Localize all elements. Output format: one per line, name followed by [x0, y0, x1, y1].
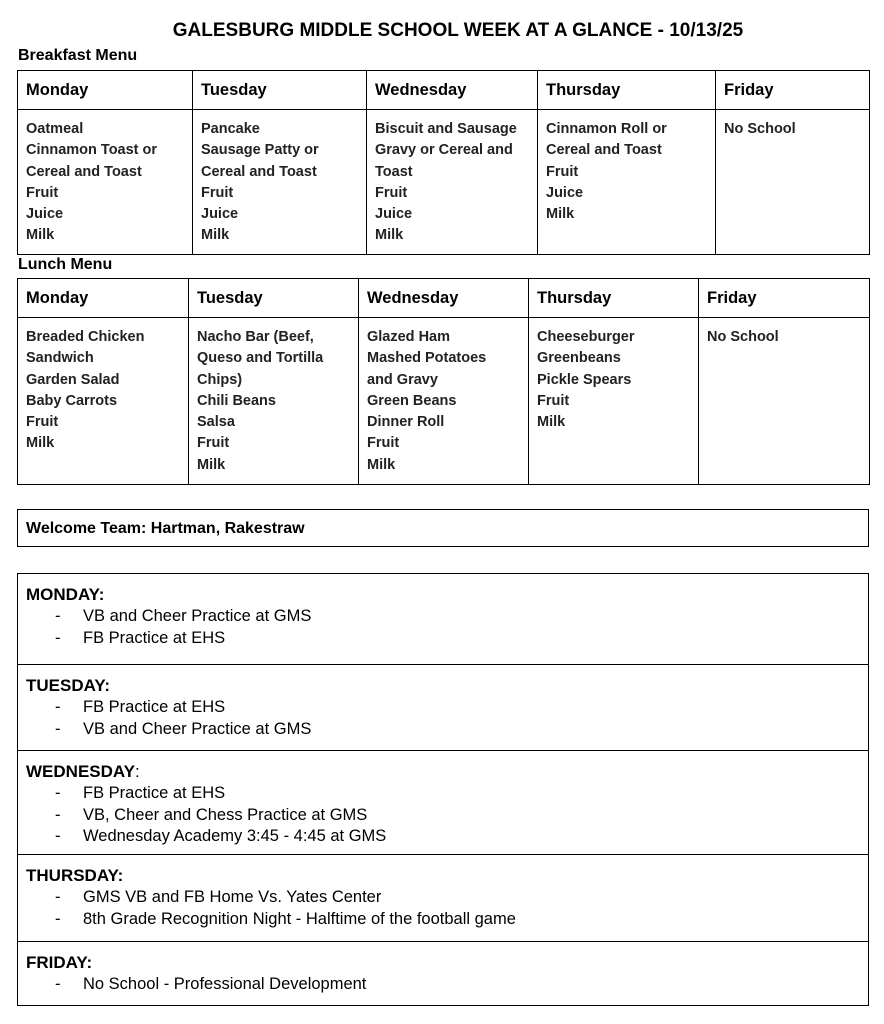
breakfast-day-header: Thursday — [538, 71, 716, 110]
menu-item: Breaded Chicken — [26, 329, 145, 345]
lunch-day-cell — [699, 318, 870, 485]
lunch-day-cell — [359, 318, 529, 485]
bullet-dash: - — [55, 888, 61, 906]
menu-item: Fruit — [201, 184, 234, 201]
bullet-dash: - — [55, 628, 61, 647]
menu-item: Sausage Patty or — [201, 142, 319, 159]
welcome-team: Welcome Team: Hartman, Rakestraw — [17, 509, 869, 547]
lunch-day-header: Thursday — [529, 279, 699, 318]
menu-item: Biscuit and Sausage — [375, 121, 517, 137]
menu-item: Mashed Potatoes — [367, 350, 487, 367]
schedule-event — [26, 719, 860, 741]
bullet-dash: - — [55, 827, 61, 845]
schedule-event-text: GMS VB and FB Home Vs. Yates Center — [83, 888, 382, 906]
breakfast-day-cell — [193, 110, 367, 255]
schedule-event-text: 8th Grade Recognition Night - Halftime of the football game — [83, 909, 516, 928]
menu-item: Milk — [367, 456, 396, 473]
menu-item: Juice — [201, 206, 239, 223]
weekly-schedule — [17, 573, 869, 1006]
schedule-day-name: WEDNESDAY — [26, 762, 135, 781]
menu-item: Juice — [375, 206, 413, 223]
bullet-dash: - — [55, 805, 61, 824]
schedule-day — [18, 574, 868, 664]
menu-item: Gravy or Cereal and — [375, 142, 513, 159]
lunch-header-row — [18, 279, 870, 318]
schedule-event-text: FB Practice at EHS — [83, 784, 226, 802]
menu-item: Cereal and Toast — [201, 163, 317, 180]
schedule-event — [26, 606, 860, 628]
menu-item: Milk — [26, 227, 55, 244]
menu-item: Garden Salad — [26, 371, 120, 388]
schedule-day — [18, 854, 868, 941]
schedule-event-text: Wednesday Academy 3:45 - 4:45 at GMS — [83, 827, 387, 845]
schedule-event — [26, 697, 860, 719]
schedule-day-title — [26, 761, 860, 783]
breakfast-day-cell — [18, 110, 193, 255]
menu-item: Queso and Tortilla — [197, 350, 324, 367]
schedule-event — [26, 628, 860, 650]
page-title: GALESBURG MIDDLE SCHOOL WEEK AT A GLANCE - 10/13/25 — [172, 20, 744, 41]
schedule-event-list — [26, 974, 860, 996]
menu-item: Cinnamon Roll or — [546, 121, 667, 137]
menu-item: Milk — [375, 227, 404, 244]
schedule-day-title — [26, 584, 860, 606]
menu-item: Fruit — [375, 184, 408, 201]
breakfast-day-cell — [716, 110, 870, 255]
schedule-event — [26, 805, 860, 827]
menu-item: Oatmeal — [26, 121, 84, 137]
menu-item: Milk — [201, 227, 230, 244]
bullet-dash: - — [55, 698, 61, 716]
bullet-dash: - — [55, 607, 61, 625]
schedule-event-list — [26, 887, 860, 930]
breakfast-header-row — [18, 71, 870, 110]
bullet-dash: - — [55, 975, 61, 993]
menu-item: No School — [724, 121, 796, 137]
lunch-day-header: Tuesday — [189, 279, 359, 318]
menu-item: Baby Carrots — [26, 392, 118, 409]
schedule-day-title — [26, 952, 860, 974]
bullet-dash: - — [55, 909, 61, 928]
lunch-menu-table — [17, 278, 870, 485]
menu-item: Pickle Spears — [537, 371, 632, 388]
menu-item: Milk — [26, 435, 55, 452]
bullet-dash: - — [55, 784, 61, 802]
menu-item: and Gravy — [367, 371, 438, 388]
menu-item: Green Beans — [367, 392, 457, 409]
schedule-event-text: VB and Cheer Practice at GMS — [83, 607, 312, 625]
menu-item: Fruit — [367, 435, 400, 452]
menu-item: Juice — [26, 206, 64, 223]
breakfast-items-row — [18, 110, 870, 255]
lunch-day-header: Friday — [699, 279, 870, 318]
menu-item: No School — [707, 329, 779, 345]
menu-item: Chili Beans — [197, 392, 276, 409]
schedule-day-name: MONDAY: — [26, 585, 105, 604]
schedule-event-text: FB Practice at EHS — [83, 698, 226, 716]
lunch-menu-label: Lunch Menu — [18, 256, 113, 273]
menu-item: Cereal and Toast — [546, 142, 662, 159]
breakfast-day-header: Monday — [18, 71, 193, 110]
schedule-day-colon: : — [134, 762, 140, 781]
menu-item: Milk — [537, 414, 566, 431]
schedule-day — [18, 664, 868, 750]
menu-item: Sandwich — [26, 350, 94, 367]
breakfast-day-cell — [538, 110, 716, 255]
lunch-day-header: Monday — [18, 279, 189, 318]
menu-item: Fruit — [26, 184, 59, 201]
schedule-event-list — [26, 697, 860, 740]
breakfast-day-header: Tuesday — [193, 71, 367, 110]
menu-item: Glazed Ham — [367, 329, 450, 345]
menu-item: Pancake — [201, 121, 260, 137]
lunch-day-cell — [18, 318, 189, 485]
breakfast-day-header: Friday — [716, 71, 870, 110]
schedule-event-text: FB Practice at EHS — [83, 628, 226, 647]
lunch-day-cell — [529, 318, 699, 485]
lunch-day-cell — [189, 318, 359, 485]
schedule-day — [18, 750, 868, 854]
schedule-day-title — [26, 675, 860, 697]
bullet-dash: - — [55, 719, 61, 738]
breakfast-day-cell — [367, 110, 538, 255]
schedule-event-text: VB, Cheer and Chess Practice at GMS — [83, 805, 368, 824]
schedule-event-text: VB and Cheer Practice at GMS — [83, 719, 312, 738]
breakfast-menu-table — [17, 70, 870, 255]
menu-item: Salsa — [197, 414, 235, 431]
schedule-event — [26, 826, 860, 848]
menu-item: Cheeseburger — [537, 329, 635, 345]
menu-item: Cinnamon Toast or — [26, 142, 158, 159]
lunch-items-row — [18, 318, 870, 485]
schedule-event — [26, 974, 860, 996]
menu-item: Fruit — [26, 414, 59, 431]
menu-item: Fruit — [546, 163, 579, 180]
schedule-event-list — [26, 783, 860, 848]
schedule-day — [18, 941, 868, 1005]
menu-item: Milk — [546, 206, 575, 223]
schedule-event-text: No School - Professional Development — [83, 975, 367, 993]
schedule-event — [26, 783, 860, 805]
menu-item: Fruit — [197, 435, 230, 452]
breakfast-day-header: Wednesday — [367, 71, 538, 110]
menu-item: Dinner Roll — [367, 414, 445, 431]
schedule-event — [26, 887, 860, 909]
schedule-day-name: TUESDAY: — [26, 676, 111, 695]
menu-item: Cereal and Toast — [26, 163, 142, 180]
menu-item: Chips) — [197, 371, 243, 388]
schedule-day-title — [26, 865, 860, 887]
lunch-day-header: Wednesday — [359, 279, 529, 318]
menu-item: Juice — [546, 184, 584, 201]
schedule-event — [26, 909, 860, 931]
schedule-day-name: FRIDAY: — [26, 953, 93, 972]
schedule-day-name: THURSDAY: — [26, 866, 124, 885]
menu-item: Toast — [375, 163, 413, 180]
menu-item: Nacho Bar (Beef, — [197, 329, 314, 345]
menu-item: Greenbeans — [537, 350, 621, 367]
menu-item: Fruit — [537, 392, 570, 409]
menu-item: Milk — [197, 456, 226, 473]
breakfast-menu-label: Breakfast Menu — [18, 47, 138, 64]
schedule-event-list — [26, 606, 860, 649]
